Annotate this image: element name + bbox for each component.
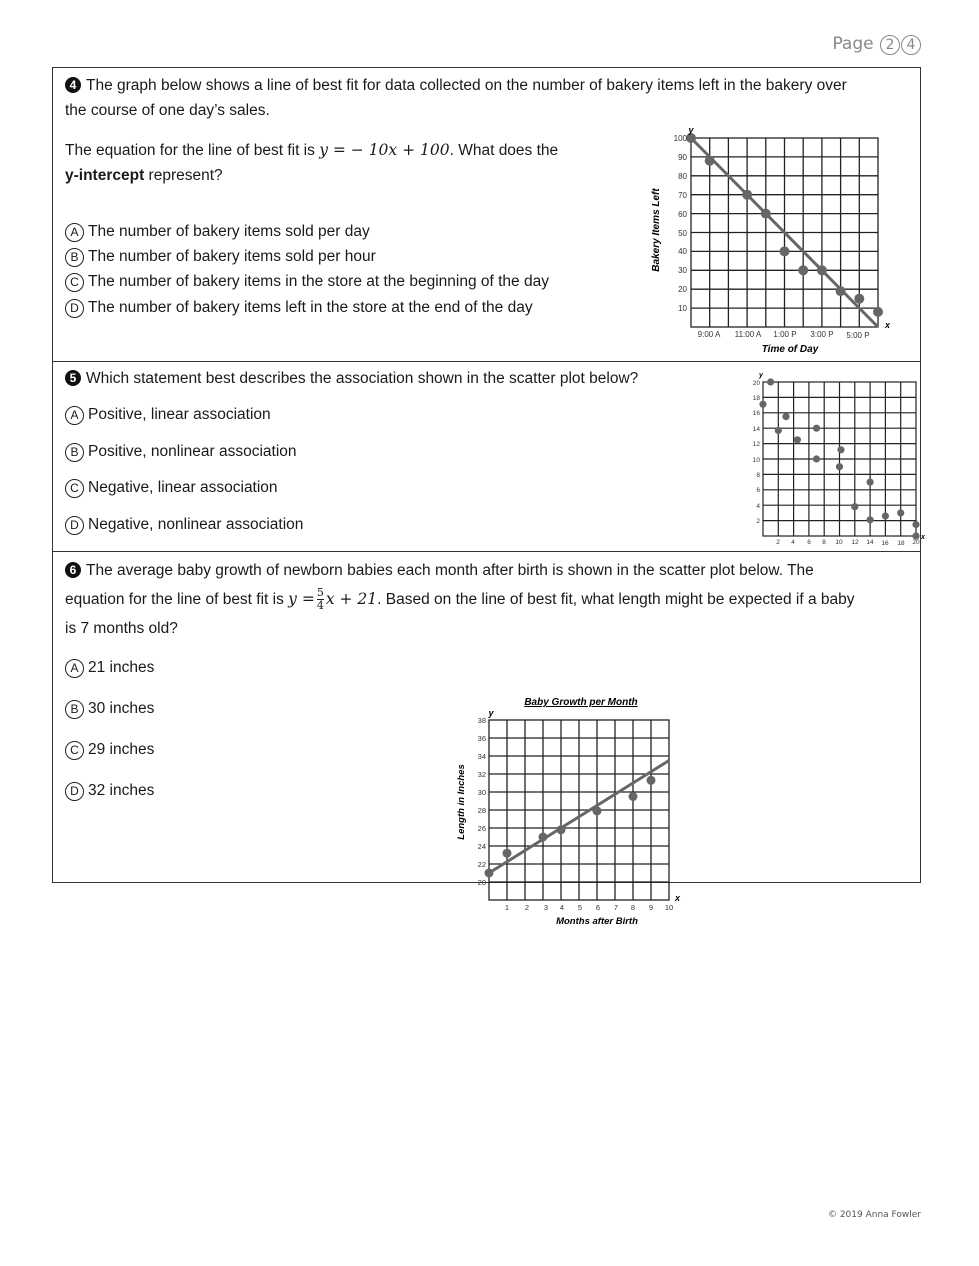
question-6 [53,552,920,927]
svg-text:36: 36 [477,734,486,743]
question-number-badge: 4 [65,77,81,93]
svg-text:38: 38 [477,716,486,725]
option-text: The number of bakery items sold per hour [88,248,376,265]
svg-text:26: 26 [477,824,486,833]
question-6-prompt [65,556,915,643]
option-a[interactable] [65,223,370,242]
option-d[interactable] [65,516,303,535]
svg-text:8: 8 [630,903,636,912]
equation-rhs: x + 21 [325,590,378,608]
option-text: 30 inches [88,700,155,717]
option-text: The number of bakery items left in the store at the end of the day [88,299,533,316]
svg-text:11:00 A: 11:00 A [734,330,762,339]
prompt-text: Which statement best describes the association shown in the scatter plot below? [86,370,639,387]
question-4-prompt [65,73,905,123]
svg-text:5: 5 [577,903,583,912]
svg-text:3:00 P: 3:00 P [810,330,834,339]
copyright-footer: © 2019 Anna Fowler [827,1210,921,1220]
svg-text:2: 2 [776,539,780,546]
svg-text:90: 90 [678,153,687,162]
svg-text:18: 18 [752,395,760,402]
questions-box [52,67,925,927]
option-c[interactable] [65,273,549,292]
svg-text:10: 10 [835,539,843,546]
svg-text:32: 32 [477,770,486,779]
question-number-badge: 6 [65,562,81,578]
option-letter: C [65,741,84,760]
svg-text:22: 22 [477,860,486,869]
page-digit-2: 4 [901,35,921,55]
svg-text:6: 6 [807,539,811,546]
y-axis-letter: y [759,372,763,379]
fraction-5-4 [317,587,324,612]
svg-text:80: 80 [678,172,687,181]
option-text: 21 inches [88,659,155,676]
question-5 [53,362,925,552]
svg-text:50: 50 [678,229,687,238]
option-letter: D [65,516,84,535]
question-5-prompt [65,366,705,391]
prompt-text: is 7 months old? [65,620,178,637]
x-axis-label: Months after Birth [556,916,638,927]
option-b[interactable] [65,248,376,267]
option-c[interactable] [65,479,278,498]
option-a[interactable] [65,659,154,678]
prompt-text: The equation for the line of best fit is [65,142,320,159]
svg-text:4: 4 [791,539,795,546]
svg-text:6: 6 [756,487,760,494]
prompt-text: . Based on the line of best fit, what length might be expected if a baby [377,591,855,608]
option-a[interactable] [65,406,271,425]
bakery-chart [645,120,895,360]
svg-text:30: 30 [678,266,687,275]
svg-text:3: 3 [543,903,549,912]
option-letter: C [65,273,84,292]
x-axis-letter: x [885,320,891,330]
option-letter: B [65,443,84,462]
svg-text:24: 24 [477,842,486,851]
prompt-text: The average baby growth of newborn babies each month after birth is shown in the scatter plot below. The [86,562,814,579]
svg-text:100: 100 [673,134,687,143]
option-b[interactable] [65,443,297,462]
svg-text:12: 12 [752,441,760,448]
option-text: 32 inches [88,782,155,799]
svg-text:12: 12 [851,539,859,546]
option-text: Negative, linear association [88,479,278,496]
option-text: Negative, nonlinear association [88,516,304,533]
svg-text:10: 10 [664,903,674,912]
option-letter: B [65,700,84,719]
association-scatter-chart [701,368,925,548]
option-text: Positive, linear association [88,406,271,423]
svg-text:5:00 P: 5:00 P [846,331,870,340]
equation: y = − 10x + 100 [319,141,450,159]
option-letter: A [65,406,84,425]
option-letter: D [65,299,84,318]
svg-text:34: 34 [477,752,486,761]
svg-text:9:00 A: 9:00 A [697,330,721,339]
svg-text:1:00 P: 1:00 P [773,330,797,339]
svg-text:18: 18 [897,540,905,547]
svg-text:16: 16 [881,540,889,547]
question-4 [53,68,920,362]
svg-text:10: 10 [678,304,687,313]
fraction-denominator: 4 [316,599,324,613]
svg-text:14: 14 [866,539,874,546]
page-label-text: Page [832,34,874,54]
prompt-text: The graph below shows a line of best fit for data collected on the number of bakery items left in the bakery over [86,77,847,94]
option-letter: B [65,248,84,267]
option-letter: D [65,782,84,801]
option-letter: A [65,223,84,242]
y-axis-label: Bakery Items Left [651,188,662,272]
bold-term: y-intercept [65,167,145,184]
y-axis-label: Length in Inches [456,764,467,840]
option-letter: A [65,659,84,678]
svg-text:14: 14 [752,426,760,433]
svg-text:20: 20 [912,539,920,546]
option-text: The number of bakery items sold per day [88,223,370,240]
option-letter: C [65,479,84,498]
svg-text:20: 20 [752,380,760,387]
svg-text:30: 30 [477,788,486,797]
option-text: Positive, nonlinear association [88,443,297,460]
y-axis-letter: y [488,708,494,718]
svg-text:2: 2 [524,903,530,912]
prompt-text: . What does the [449,142,559,159]
option-text: 29 inches [88,741,155,758]
question-number-badge: 5 [65,370,81,386]
svg-text:1: 1 [504,903,510,912]
baby-growth-chart [451,692,691,932]
x-axis-letter: x [921,534,925,541]
question-4-equation [65,138,605,188]
page-number [832,34,921,55]
svg-text:16: 16 [752,410,760,417]
svg-text:60: 60 [678,210,687,219]
svg-text:20: 20 [477,878,486,887]
svg-text:6: 6 [595,903,601,912]
svg-text:4: 4 [756,503,760,510]
svg-text:28: 28 [477,806,486,815]
svg-text:2: 2 [756,518,760,525]
svg-text:40: 40 [678,247,687,256]
svg-text:20: 20 [678,285,687,294]
prompt-text: equation for the line of best fit is [65,591,289,608]
option-text: The number of bakery items in the store at the beginning of the day [88,273,549,290]
option-c[interactable] [65,741,154,760]
prompt-text: represent? [144,167,223,184]
equation-lhs: y = [288,590,315,608]
svg-text:8: 8 [822,539,826,546]
option-b[interactable] [65,700,154,719]
svg-text:7: 7 [613,903,619,912]
svg-text:4: 4 [559,903,565,912]
fraction-numerator: 5 [316,586,324,600]
page-digit-1: 2 [880,35,900,55]
svg-text:8: 8 [756,472,760,479]
option-d[interactable] [65,299,533,318]
svg-text:10: 10 [752,457,760,464]
svg-text:70: 70 [678,191,687,200]
chart-title: Baby Growth per Month [524,697,638,708]
svg-text:9: 9 [648,903,654,912]
prompt-text: the course of one day’s sales. [65,102,270,119]
x-axis-label: Time of Day [761,344,819,355]
y-axis-letter: y [688,125,694,135]
option-d[interactable] [65,782,154,801]
x-axis-letter: x [675,893,681,903]
